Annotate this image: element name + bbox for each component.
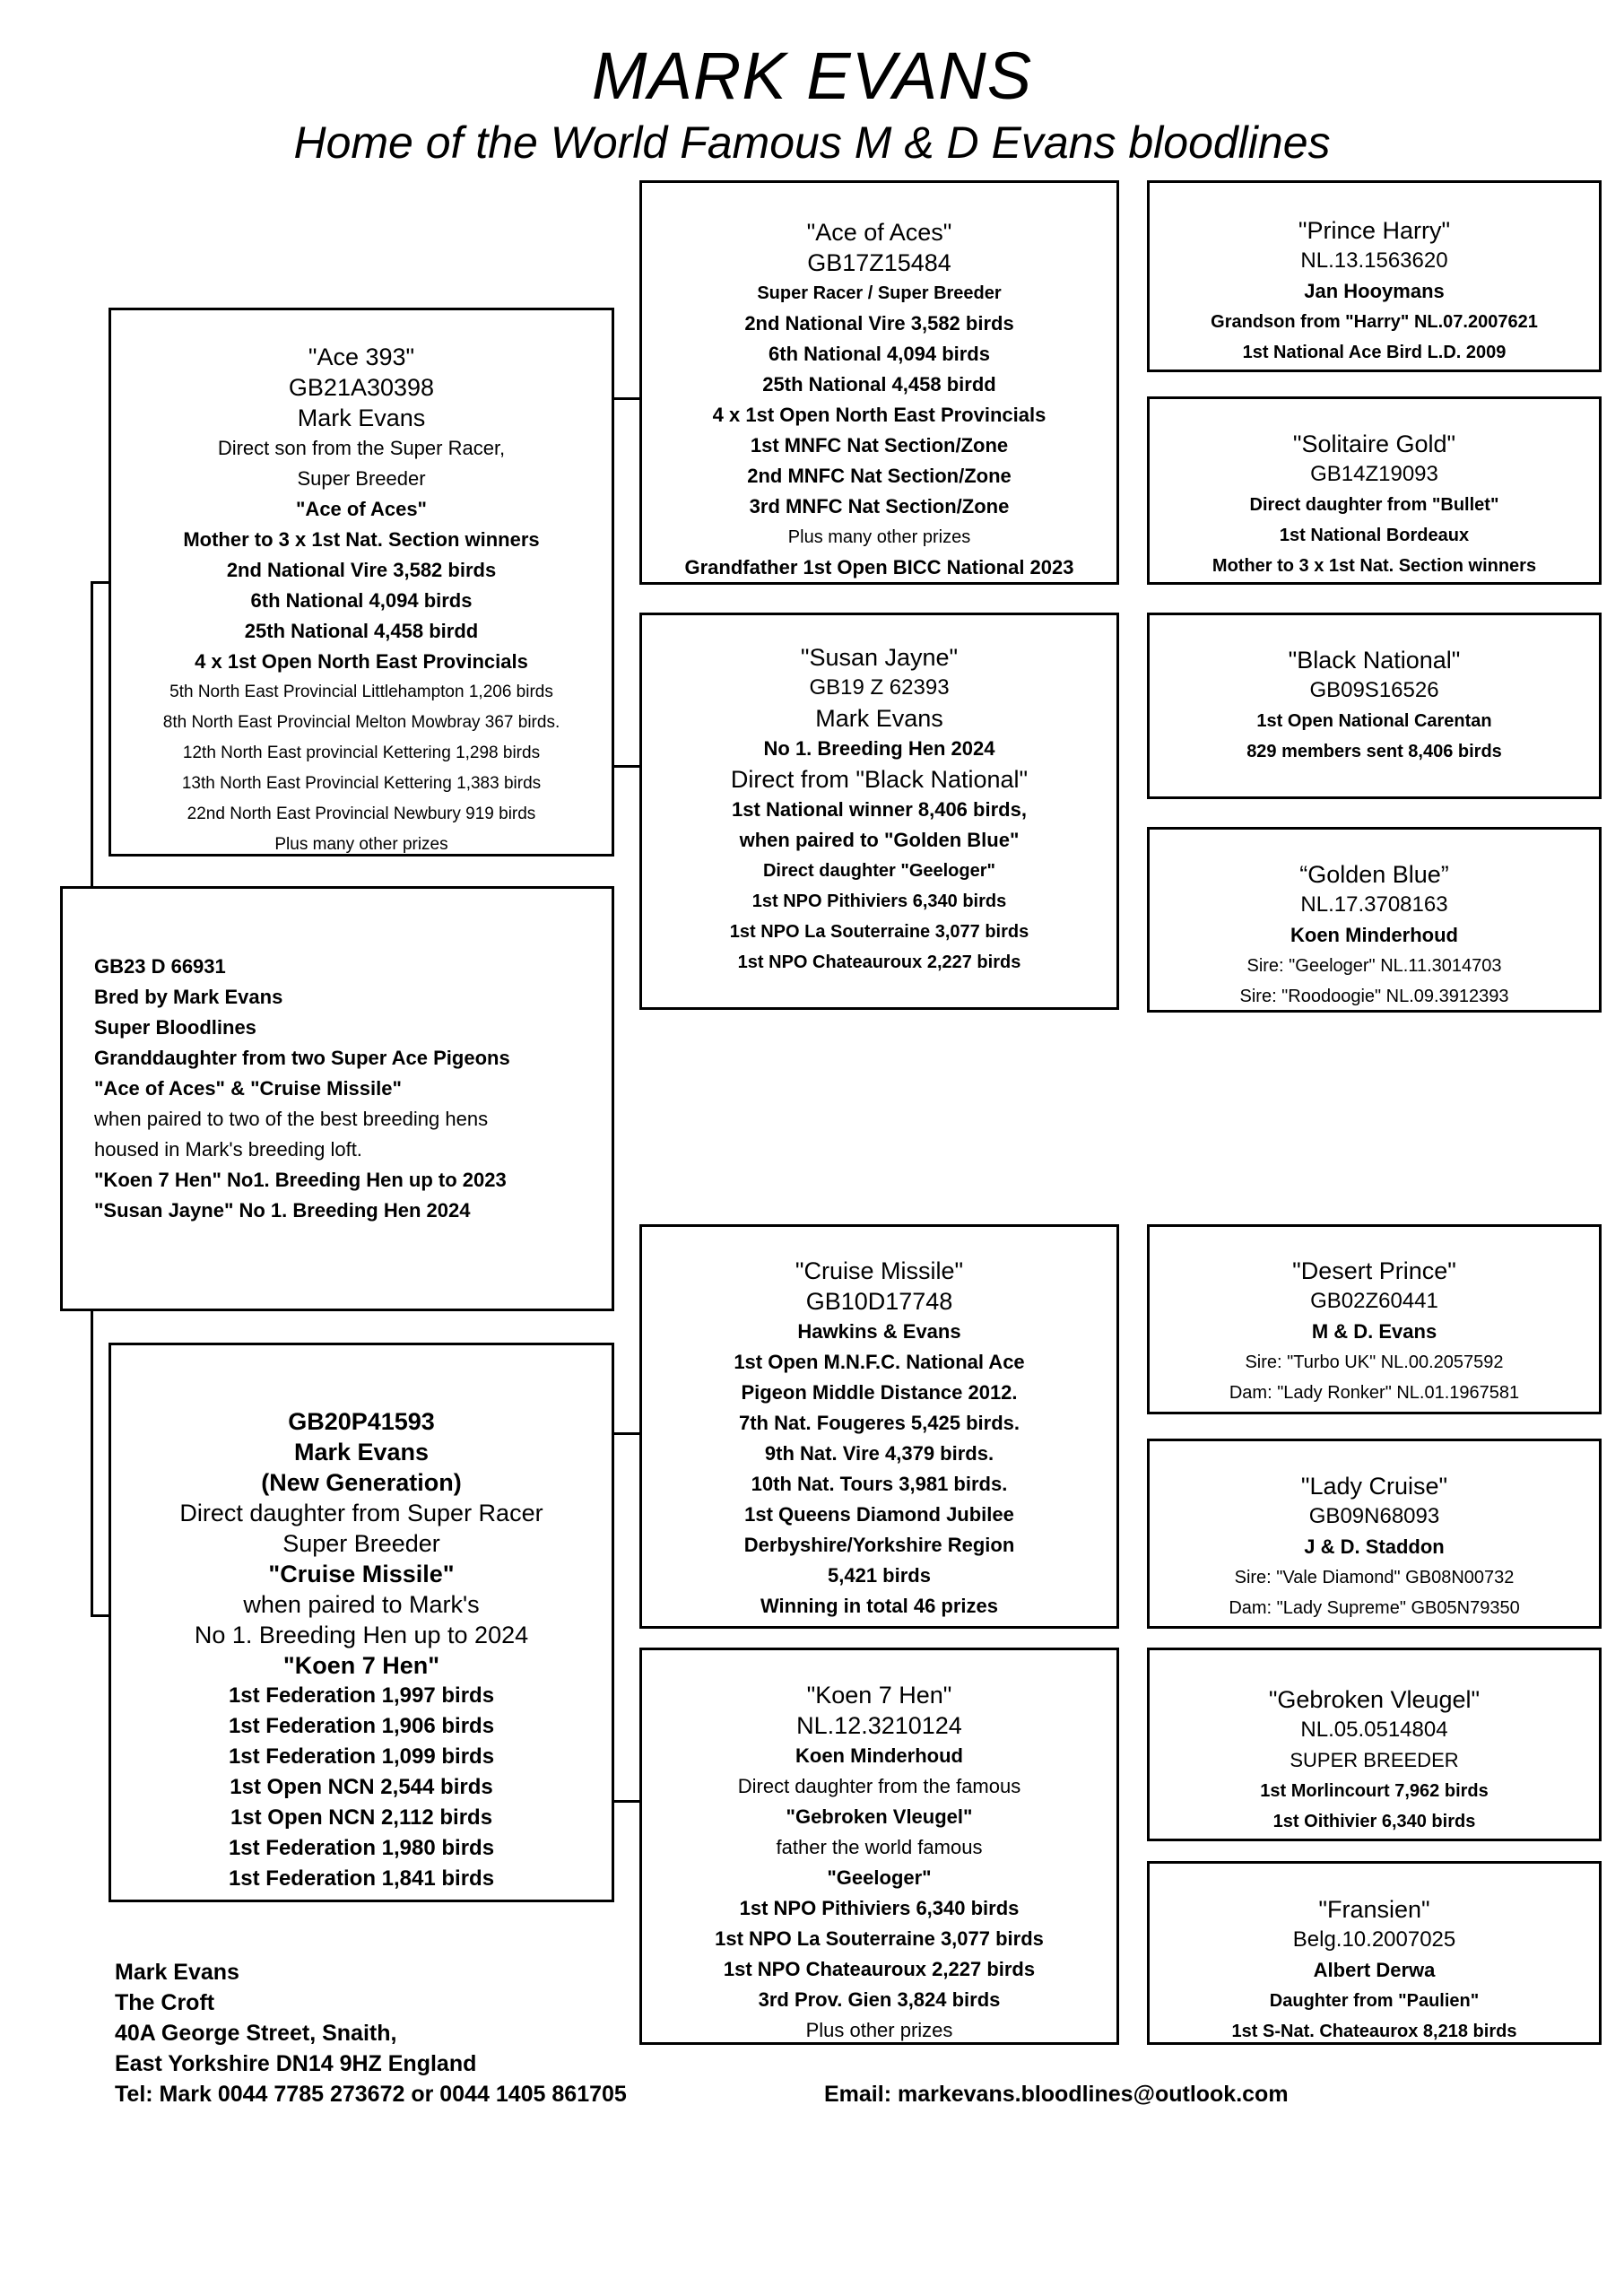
ddd-box — [1147, 1861, 1602, 2045]
sire-line: Super Breeder — [297, 467, 426, 490]
sire-box — [109, 308, 614, 857]
dam-line: Direct daughter from Super Racer — [179, 1500, 543, 1526]
address-line: East Yorkshire DN14 9HZ England — [115, 2051, 477, 2076]
page-title: MARK EVANS — [591, 39, 1033, 113]
sd-line: Direct from "Black National" — [730, 766, 1029, 793]
dam-sire-box — [639, 1224, 1119, 1629]
dam-line: 1st Federation 1,099 birds — [228, 1744, 495, 1769]
address-line: The Croft — [115, 1990, 215, 2015]
ssd-line: Direct daughter from "Bullet" — [1249, 495, 1499, 515]
dsd-box — [1147, 1439, 1602, 1629]
ssd-box — [1147, 396, 1602, 585]
sd-line: 1st NPO Pithiviers 6,340 birds — [751, 891, 1007, 911]
dsd-breeder: J & D. Staddon — [1304, 1535, 1445, 1558]
ds-name: "Cruise Missile" — [795, 1257, 964, 1284]
sd-line: Direct daughter "Geeloger" — [762, 861, 996, 881]
dd-line: Direct daughter from the famous — [737, 1775, 1021, 1797]
ddd-name: "Fransien" — [1318, 1896, 1430, 1923]
sd-breeder: Mark Evans — [815, 705, 943, 732]
sire-line: 6th National 4,094 birds — [250, 589, 473, 612]
dd-line: Plus other prizes — [805, 2019, 953, 2041]
subject-box — [60, 886, 614, 1311]
sds-box — [1147, 613, 1602, 799]
ds-ring: GB10D17748 — [805, 1288, 953, 1315]
sire-line: "Ace of Aces" — [296, 498, 427, 520]
dds-name: "Gebroken Vleugel" — [1268, 1686, 1481, 1713]
subject-line: Granddaughter from two Super Ace Pigeons — [94, 1047, 510, 1069]
dd-line: "Gebroken Vleugel" — [786, 1805, 973, 1828]
dss-name: "Desert Prince" — [1292, 1257, 1456, 1284]
connector-line — [612, 397, 641, 400]
dss-box — [1147, 1224, 1602, 1414]
connector-line — [612, 1800, 641, 1803]
dd-line: 3rd Prov. Gien 3,824 birds — [758, 1988, 1001, 2011]
sire-line: 4 x 1st Open North East Provincials — [195, 650, 528, 673]
sds-line: 1st Open National Carentan — [1256, 711, 1492, 731]
ssd-line: 1st National Bordeaux — [1279, 526, 1470, 545]
sd-line: No 1. Breeding Hen 2024 — [763, 737, 995, 760]
ds-line: 5,421 birds — [828, 1564, 931, 1587]
sire-line: 22nd North East Provincial Newbury 919 birds — [187, 804, 536, 823]
ssd-name: "Solitaire Gold" — [1292, 430, 1456, 457]
subject-line: "Koen 7 Hen" No1. Breeding Hen up to 2023 — [94, 1169, 507, 1191]
sire-line: 25th National 4,458 birdd — [244, 620, 479, 642]
dam-line: 1st Federation 1,980 birds — [228, 1836, 495, 1860]
dam-line: when paired to Mark's — [243, 1591, 480, 1618]
sire-dam-box — [639, 613, 1119, 1010]
dam-ring: GB20P41593 — [288, 1408, 435, 1435]
dds-ring: NL.05.0514804 — [1300, 1718, 1448, 1742]
sire-line: 8th North East Provincial Melton Mowbray 367 birds. — [162, 713, 560, 732]
page-subtitle: Home of the World Famous M & D Evans bloodlines — [293, 117, 1331, 168]
ssd-ring: GB14Z19093 — [1310, 462, 1438, 486]
ss-line: 3rd MNFC Nat Section/Zone — [749, 495, 1010, 517]
sire-line: 12th North East provincial Kettering 1,298 birds — [182, 744, 541, 762]
subject-line: when paired to two of the best breeding hens — [94, 1108, 489, 1130]
connector-line — [612, 1432, 641, 1435]
dam-breeder: Mark Evans — [293, 1439, 430, 1465]
dam-line: "Cruise Missile" — [268, 1561, 455, 1587]
sire-line: Direct son from the Super Racer, — [217, 437, 506, 459]
dsd-line: Dam: "Lady Supreme" GB05N79350 — [1229, 1598, 1520, 1618]
dss-breeder: M & D. Evans — [1311, 1320, 1437, 1343]
sd-ring: GB19 Z 62393 — [809, 675, 950, 700]
dam-line: 1st Open NCN 2,544 birds — [230, 1775, 493, 1799]
subject-line: Super Bloodlines — [94, 1016, 256, 1039]
ss-name: "Ace of Aces" — [806, 219, 952, 246]
dss-line: Sire: "Turbo UK" NL.00.2057592 — [1245, 1352, 1504, 1372]
sdd-breeder: Koen Minderhoud — [1290, 924, 1458, 946]
subject-line: housed in Mark's breeding loft. — [94, 1138, 362, 1161]
ss-ring: GB17Z15484 — [807, 249, 951, 276]
ss-line: Grandfather 1st Open BICC National 2023 — [684, 556, 1074, 578]
ss-line: 6th National 4,094 birds — [769, 343, 990, 365]
ds-line: Winning in total 46 prizes — [760, 1595, 999, 1617]
ds-line: Derbyshire/Yorkshire Region — [743, 1534, 1015, 1556]
sire-line: Plus many other prizes — [274, 835, 448, 854]
sd-line: when paired to "Golden Blue" — [739, 829, 1020, 851]
ds-line: Hawkins & Evans — [797, 1320, 961, 1343]
dam-line: 1st Federation 1,906 birds — [228, 1714, 495, 1738]
dds-box — [1147, 1648, 1602, 1841]
dd-line: 1st NPO Pithiviers 6,340 birds — [739, 1897, 1020, 1919]
dam-line: No 1. Breeding Hen up to 2024 — [194, 1622, 529, 1648]
dam-line: 1st Open NCN 2,112 birds — [230, 1805, 493, 1830]
ds-line: 1st Open M.N.F.C. National Ace — [734, 1351, 1025, 1373]
ss-line: 4 x 1st Open North East Provincials — [712, 404, 1046, 426]
address-block — [115, 1957, 627, 2109]
sire-line: Mother to 3 x 1st Nat. Section winners — [183, 528, 540, 551]
sire-line: 2nd National Vire 3,582 birds — [226, 559, 497, 581]
sdd-ring: NL.17.3708163 — [1300, 892, 1448, 917]
dsd-line: Sire: "Vale Diamond" GB08N00732 — [1234, 1568, 1515, 1587]
sdd-name: “Golden Blue” — [1299, 861, 1449, 888]
subject-ring: GB23 D 66931 — [94, 955, 226, 978]
telephone: Tel: Mark 0044 7785 273672 or 0044 1405 861705 — [115, 2082, 627, 2107]
sd-line: 1st NPO Chateauroux 2,227 birds — [737, 952, 1021, 972]
address-line: Mark Evans — [115, 1960, 239, 1985]
connector-line — [91, 581, 110, 584]
connector-line — [91, 1614, 110, 1617]
dd-line: 1st NPO Chateauroux 2,227 birds — [723, 1958, 1036, 1980]
email: Email: markevans.bloodlines@outlook.com — [824, 2082, 1289, 2107]
ddd-line: Daughter from "Paulien" — [1269, 1991, 1480, 2011]
sds-ring: GB09S16526 — [1309, 678, 1439, 702]
dd-line: 1st NPO La Souterraine 3,077 birds — [715, 1927, 1044, 1950]
dds-line: 1st Oithivier 6,340 birds — [1272, 1812, 1476, 1831]
ddd-ring: Belg.10.2007025 — [1292, 1927, 1456, 1952]
dd-line: father the world famous — [776, 1836, 983, 1858]
sire-breeder: Mark Evans — [297, 404, 426, 431]
dam-line: Super Breeder — [282, 1530, 440, 1557]
subject-line: "Ace of Aces" & "Cruise Missile" — [94, 1077, 402, 1100]
ds-line: 7th Nat. Fougeres 5,425 birds. — [739, 1412, 1020, 1434]
sss-ring: NL.13.1563620 — [1300, 248, 1448, 273]
connector-line — [612, 765, 641, 768]
dsd-ring: GB09N68093 — [1308, 1504, 1440, 1528]
dd-line: "Geeloger" — [827, 1866, 932, 1889]
dam-line: "Koen 7 Hen" — [282, 1652, 440, 1679]
ds-line: 1st Queens Diamond Jubilee — [744, 1503, 1014, 1526]
dsd-name: "Lady Cruise" — [1300, 1473, 1448, 1500]
dam-box — [109, 1343, 614, 1902]
dss-ring: GB02Z60441 — [1310, 1289, 1438, 1313]
sire-line: 5th North East Provincial Littlehampton 1,206 birds — [169, 683, 553, 701]
sdd-line: Sire: "Geeloger" NL.11.3014703 — [1246, 956, 1502, 976]
ds-line: 9th Nat. Vire 4,379 birds. — [764, 1442, 994, 1465]
dam-dam-box — [639, 1648, 1119, 2045]
sire-ring: GB21A30398 — [288, 374, 435, 401]
sds-line: 829 members sent 8,406 birds — [1246, 742, 1502, 761]
sss-box — [1147, 180, 1602, 372]
sd-line: 1st National winner 8,406 birds, — [732, 798, 1027, 821]
ds-line: Pigeon Middle Distance 2012. — [741, 1381, 1018, 1404]
sire-name: "Ace 393" — [308, 344, 415, 370]
sd-line: 1st NPO La Souterraine 3,077 birds — [729, 922, 1029, 942]
ss-line: Plus many other prizes — [787, 527, 971, 547]
ssd-line: Mother to 3 x 1st Nat. Section winners — [1211, 556, 1537, 576]
sss-line: 1st National Ace Bird L.D. 2009 — [1242, 343, 1507, 362]
subject-line: Bred by Mark Evans — [94, 986, 283, 1008]
sdd-line: Sire: "Roodoogie" NL.09.3912393 — [1239, 987, 1509, 1006]
ds-line: 10th Nat. Tours 3,981 birds. — [751, 1473, 1008, 1495]
dam-line: (New Generation) — [261, 1469, 462, 1496]
dds-line: 1st Morlincourt 7,962 birds — [1260, 1781, 1489, 1801]
sd-name: "Susan Jayne" — [800, 644, 959, 671]
ss-line: 25th National 4,458 birdd — [762, 373, 996, 396]
dd-ring: NL.12.3210124 — [796, 1712, 962, 1739]
ss-line: 2nd National Vire 3,582 birds — [744, 312, 1014, 335]
sss-name: "Prince Harry" — [1298, 217, 1451, 244]
dd-breeder: Koen Minderhoud — [795, 1744, 963, 1767]
sss-breeder: Jan Hooymans — [1304, 280, 1445, 302]
ddd-breeder: Albert Derwa — [1313, 1959, 1436, 1981]
sire-sire-box — [639, 180, 1119, 585]
ss-line: 1st MNFC Nat Section/Zone — [750, 434, 1009, 457]
sds-name: "Black National" — [1288, 647, 1461, 674]
dd-name: "Koen 7 Hen" — [806, 1682, 952, 1709]
ddd-line: 1st S-Nat. Chateaurox 8,218 birds — [1231, 2022, 1517, 2041]
dds-line: SUPER BREEDER — [1290, 1749, 1459, 1771]
dam-line: 1st Federation 1,997 birds — [228, 1683, 495, 1708]
address-line: 40A George Street, Snaith, — [115, 2021, 397, 2046]
sdd-box — [1147, 827, 1602, 1013]
sire-line: 13th North East Provincial Kettering 1,383 birds — [181, 774, 542, 793]
dam-line: 1st Federation 1,841 birds — [228, 1866, 495, 1891]
dss-line: Dam: "Lady Ronker" NL.01.1967581 — [1229, 1383, 1520, 1403]
ss-line: 2nd MNFC Nat Section/Zone — [747, 465, 1012, 487]
ss-line: Super Racer / Super Breeder — [757, 283, 1002, 303]
sss-line: Grandson from "Harry" NL.07.2007621 — [1211, 312, 1538, 332]
subject-line: "Susan Jayne" No 1. Breeding Hen 2024 — [94, 1199, 471, 1222]
